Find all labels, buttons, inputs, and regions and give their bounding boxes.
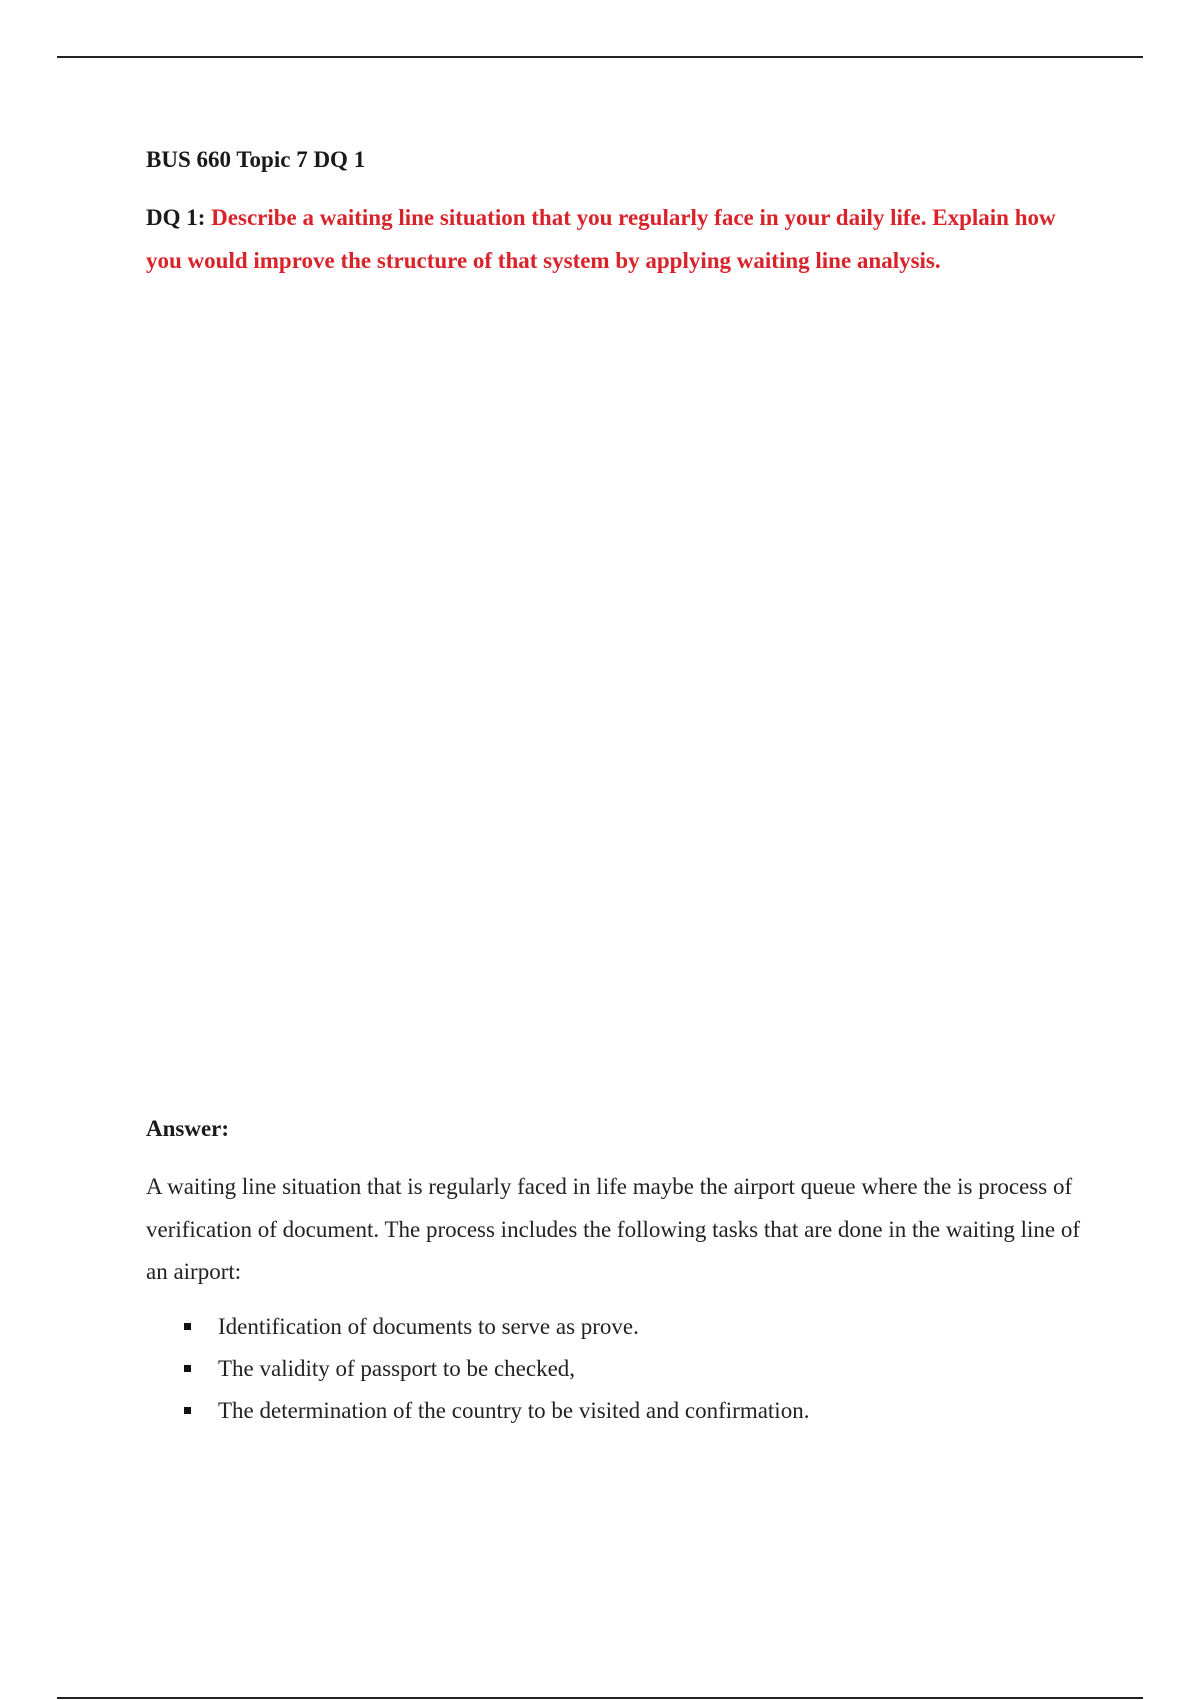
question-label: DQ 1: xyxy=(146,205,206,230)
question-text: Describe a waiting line situation that you regularly face in your daily life. Explain how you would improve the structure of that system by applying waiting line analysis. xyxy=(146,205,1056,273)
square-bullet-icon xyxy=(184,1323,191,1330)
list-item xyxy=(146,1390,1096,1432)
answer-label: Answer: xyxy=(146,1116,230,1141)
list-item xyxy=(146,1348,1096,1390)
list-item-text: Identification of documents to serve as prove. xyxy=(218,1314,639,1339)
square-bullet-icon xyxy=(184,1365,191,1372)
question xyxy=(146,196,1096,282)
square-bullet-icon xyxy=(184,1407,191,1414)
document-title: BUS 660 Topic 7 DQ 1 xyxy=(146,147,366,172)
list-item-text: The validity of passport to be checked, xyxy=(218,1356,576,1381)
list-item xyxy=(146,1306,1096,1348)
top-rule xyxy=(57,56,1143,58)
list-item-text: The determination of the country to be visited and confirmation. xyxy=(218,1398,810,1423)
bottom-rule xyxy=(57,1697,1143,1699)
answer-paragraph: A waiting line situation that is regularly faced in life maybe the airport queue where the is process of verification of document. The process includes the following tasks that are done in the waiting line of an airport: xyxy=(146,1174,1081,1284)
answer-bullet-list xyxy=(146,1306,1096,1432)
